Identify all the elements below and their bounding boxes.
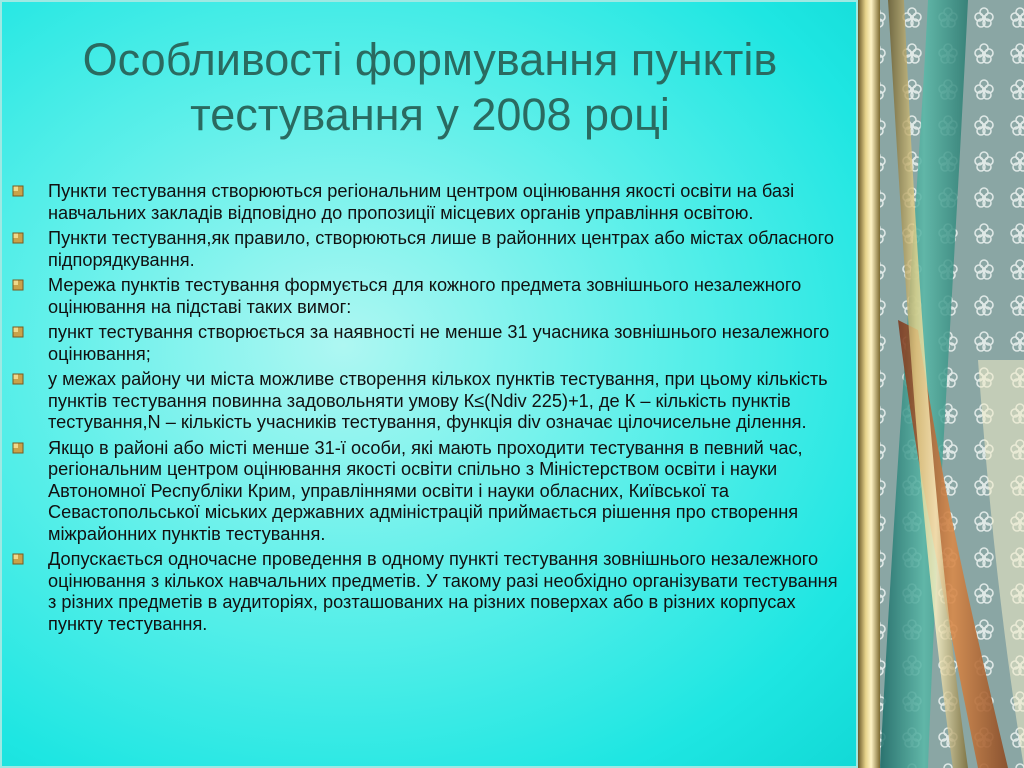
bullet-square-icon — [12, 278, 24, 292]
bullet-item — [10, 275, 848, 318]
bullet-square-icon — [12, 231, 24, 245]
bullet-item — [10, 181, 848, 224]
bullet-text: Пункти тестування,як правило, створюються лише в районних центрах або містах обласного підпорядкування. — [48, 228, 835, 270]
title-line-2: тестування у 2008 році — [190, 89, 670, 140]
bullet-item — [10, 228, 848, 271]
bullet-square-icon — [12, 441, 24, 455]
bullet-item — [10, 322, 848, 365]
title-line-1: Особливості формування пунктів — [82, 34, 778, 85]
bullet-text: пункт тестування створюється за наявності не менше 31 учасника зовнішнього незалежного оцінювання; — [48, 322, 830, 364]
bullet-text: Допускається одночасне проведення в одному пункті тестування зовнішнього незалежного оцінювання з кількох навчальних предметів. У такому разі необхідно організувати тестування з різних предметів в аудиторіях, розташованих на різних поверхах або в різних корпусах пункту тестування. — [48, 549, 838, 634]
bullet-text: Пункти тестування створюються регіональним центром оцінювання якості освіти на базі навчальних закладів відповідно до пропозиції місцевих органів управління освітою. — [48, 181, 795, 223]
bullet-square-icon — [12, 372, 24, 386]
bullet-square-icon — [12, 184, 24, 198]
decorative-side-pattern — [858, 0, 1024, 768]
bullet-item — [10, 549, 848, 635]
bullet-square-icon — [12, 325, 24, 339]
bullet-square-icon — [12, 552, 24, 566]
bullet-item — [10, 438, 848, 546]
slide-title — [20, 32, 840, 142]
bullet-item — [10, 369, 848, 434]
bullet-text: Мережа пунктів тестування формується для кожного предмета зовнішнього незалежного оцінювання на підставі таких вимог: — [48, 275, 802, 317]
bullet-text: у межах району чи міста можливе створення кількох пунктів тестування, при цьому кількість пунктів тестування повинна задовольняти умову К≤(Ndiv 225)+1, де К – кількість пунктів тестування,N – кількість учасників тестування, функція div означає цілочисельне ділення. — [48, 369, 828, 432]
bullet-list — [10, 181, 848, 639]
bullet-text: Якщо в районі або місті менше 31-ї особи, які мають проходити тестування в певний час, регіональним центром оцінювання якості освіти спільно з Міністерством освіти і науки Автономної Республіки Крим, управліннями освіти і науки обласних, Київської та Севастопольської міських державних адміністрацій приймається рішення про створення міжрайонних пунктів тестування. — [48, 437, 803, 544]
